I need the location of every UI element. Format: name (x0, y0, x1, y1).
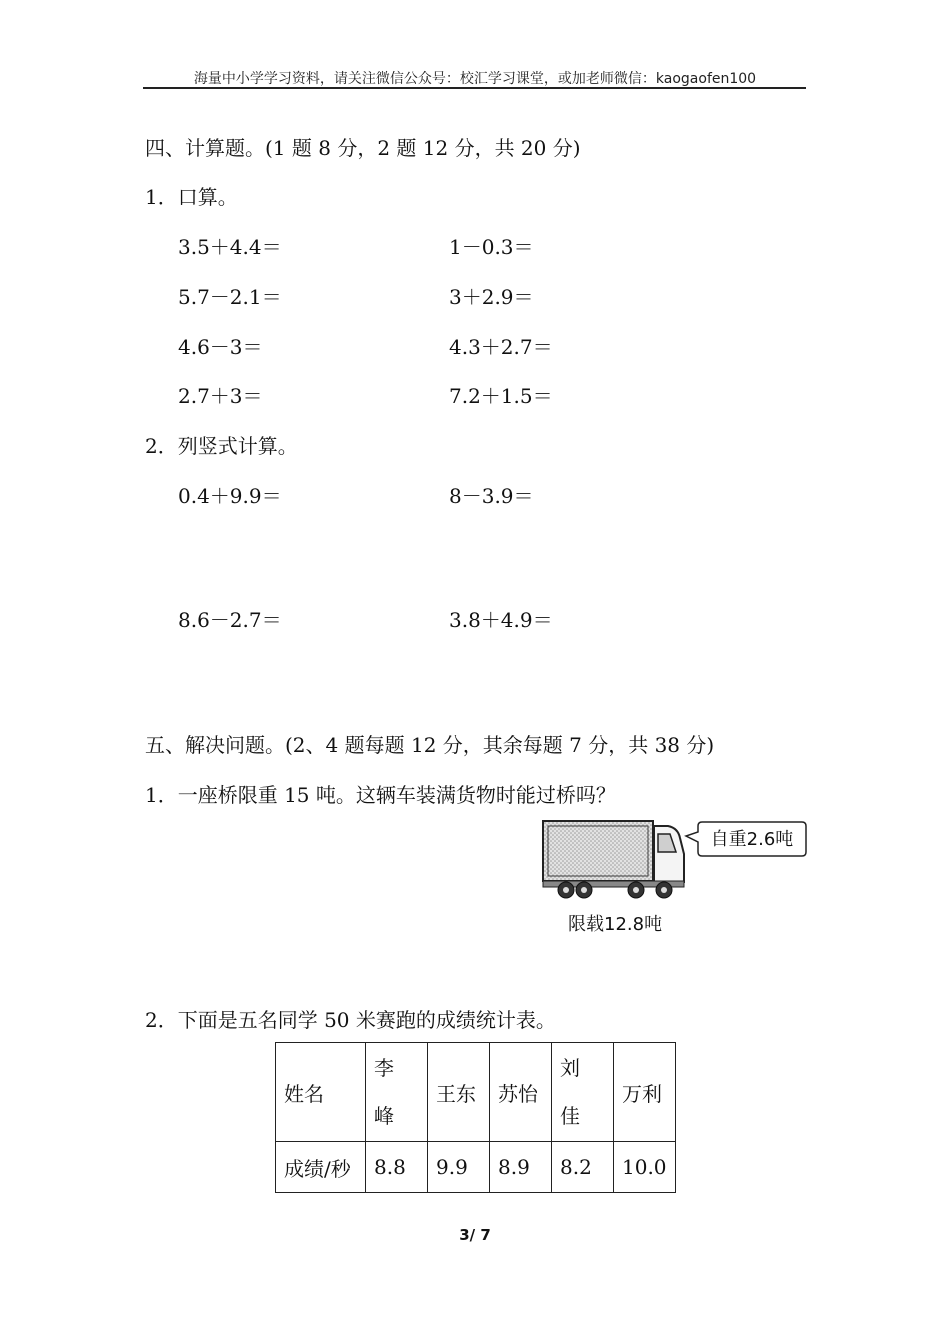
truck-bubble-text: 自重2.6吨 (710, 829, 794, 850)
header-rule (143, 87, 806, 89)
mental-math-item: 5.7－2.1＝ (178, 285, 282, 309)
truck-cargo (543, 821, 653, 881)
table-cell: 王东 (428, 1043, 490, 1142)
page-header: 海量中小学学习资料，请关注微信公众号：校汇学习课堂，或加老师微信：kaogaofen100 (193, 71, 757, 87)
vertical-calc-item: 3.8＋4.9＝ (449, 608, 553, 632)
section4-q2-title: 2．列竖式计算。 (145, 434, 298, 458)
mental-math-item: 7.2＋1.5＝ (449, 384, 553, 408)
mental-math-item: 4.6－3＝ (178, 335, 263, 359)
table-cell (366, 1043, 428, 1142)
table-cell: 10.0 (614, 1142, 676, 1193)
vertical-calc-item: 0.4＋9.9＝ (178, 484, 282, 508)
page-number: 3/ 7 (459, 1226, 491, 1244)
table-header-cell: 姓名 (276, 1043, 366, 1142)
table-cell (552, 1043, 614, 1142)
mental-math-item: 3.5＋4.4＝ (178, 235, 282, 259)
mental-math-item: 1－0.3＝ (449, 235, 534, 259)
section5-title: 五、解决问题。(2、4 题每题 12 分，其余每题 7 分，共 38 分) (145, 733, 715, 757)
table-header-cell: 成绩/秒 (276, 1142, 366, 1193)
mental-math-item: 2.7＋3＝ (178, 384, 263, 408)
table-row (276, 1043, 676, 1142)
section4-q1-title: 1．口算。 (145, 185, 238, 209)
race-results-table (275, 1042, 676, 1193)
name-line: 佳 (560, 1104, 580, 1128)
table-cell: 苏怡 (490, 1043, 552, 1142)
section5-q1-title: 1．一座桥限重 15 吨。这辆车装满货物时能过桥吗？ (145, 783, 616, 807)
mental-math-item: 3＋2.9＝ (449, 285, 534, 309)
table-cell: 8.8 (366, 1142, 428, 1193)
mental-math-item: 4.3＋2.7＝ (449, 335, 553, 359)
section5-q2-title: 2．下面是五名同学 50 米赛跑的成绩统计表。 (145, 1008, 556, 1032)
name-line: 刘 (560, 1056, 580, 1080)
table-cell: 8.2 (552, 1142, 614, 1193)
name-line: 李 (374, 1056, 394, 1080)
name-line: 峰 (374, 1104, 394, 1128)
table-cell: 8.9 (490, 1142, 552, 1193)
table-row (276, 1142, 676, 1193)
vertical-calc-item: 8.6－2.7＝ (178, 608, 282, 632)
vertical-calc-item: 8－3.9＝ (449, 484, 534, 508)
section4-title: 四、计算题。(1 题 8 分，2 题 12 分，共 20 分) (145, 136, 581, 160)
table-cell: 9.9 (428, 1142, 490, 1193)
truck-caption: 限载12.8吨 (568, 914, 663, 935)
table-cell: 万利 (614, 1043, 676, 1142)
truck-illustration (540, 818, 810, 902)
